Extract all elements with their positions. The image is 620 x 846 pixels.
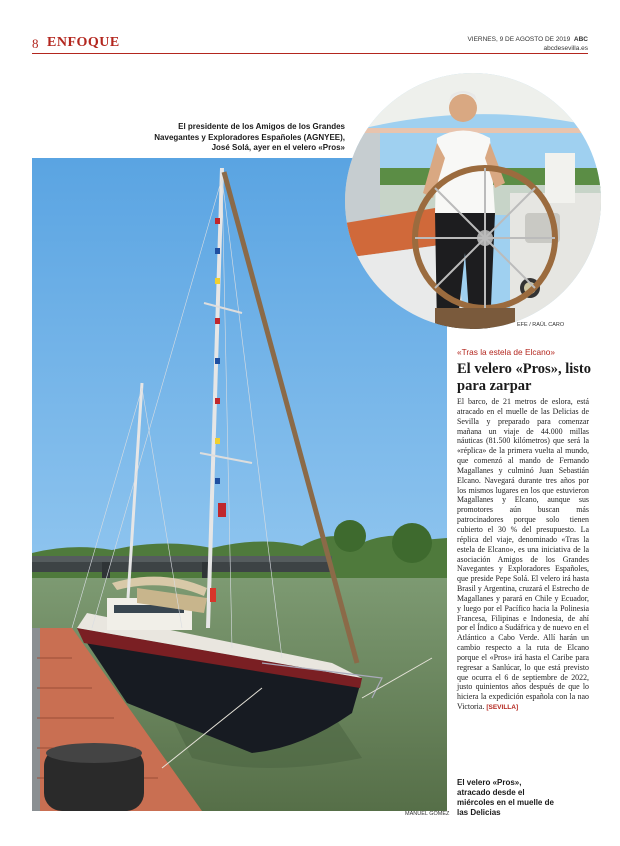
article-headline: El velero «Pros», listo para zarpar — [457, 361, 591, 394]
date: VIERNES, 9 DE AGOSTO DE 2019 — [467, 36, 571, 43]
article-body — [457, 397, 589, 713]
page-number: 8 — [32, 36, 39, 51]
article-tag: [SEVILLA] — [486, 704, 519, 712]
photo-top-caption: El presidente de los Amigos de los Grandes Navegantes y Exploradores Españoles (AGNYEE), José Solá, ayer en el velero «Pros» — [154, 122, 345, 152]
article-body-text: El barco, de 21 metros de eslora, está atracado en el muelle de las Delicias de Sevilla y preparado para comenzar mañana un viaje de 44.000 millas náuticas (81.500 kilómetros) que será la «réplica» de la primera vuelta al mundo, que comenzó al mando de Fernando Magallanes y culminó Juan Sebastián Elcano. Navegará durante tres años por los mismos lugares en los que estuvieron Magallanes y Elcano, aunque sus promotores aún buscan más patrocinadores porque solo tienen cubierto el 30 % del presupuesto. La réplica del viaje, denominado «Tras la estela de Elcano», es una iniciativa de la asociación Amigos de los Grandes Navegantes y Exploradores Españoles, que preside Pepe Solá. El velero irá hasta Brasil y Argentina, cruzará el Estrecho de Magallanes y parará en Chile y Ecuador, y luego por el Pacífico hacia la Polinesia Francesa, Filipinas e Indonesia, de ahí por el Índico a Sudáfrica y de nuevo en el Atlántico a Cabo Verde. Allí harán un cambio respecto a la ruta de Elcano porque el «Pros» irá hasta el Caribe para regresar a Sanlúcar, lo que está previsto que ocurra el 6 de septiembre de 2022, justo quinientos años después de que lo hiciera la expedición española con la nao Victoria. — [457, 397, 589, 712]
photo-main-credit: MANUEL GÓMEZ — [405, 811, 450, 817]
page-header — [32, 33, 588, 53]
photo-top-credit: EFE / RAÚL CARO — [517, 322, 565, 328]
photo-main-caption: El velero «Pros», atracado desde el miércoles en el muelle de las Delicias — [457, 778, 554, 817]
dateline — [467, 35, 588, 53]
skipper-photo — [345, 73, 601, 329]
section-title: ENFOQUE — [47, 35, 120, 50]
edition: abcdesevilla.es — [543, 45, 588, 52]
header-rule — [32, 53, 588, 54]
article-kicker: «Tras la estela de Elcano» — [457, 347, 555, 357]
brand: ABC — [573, 36, 588, 43]
